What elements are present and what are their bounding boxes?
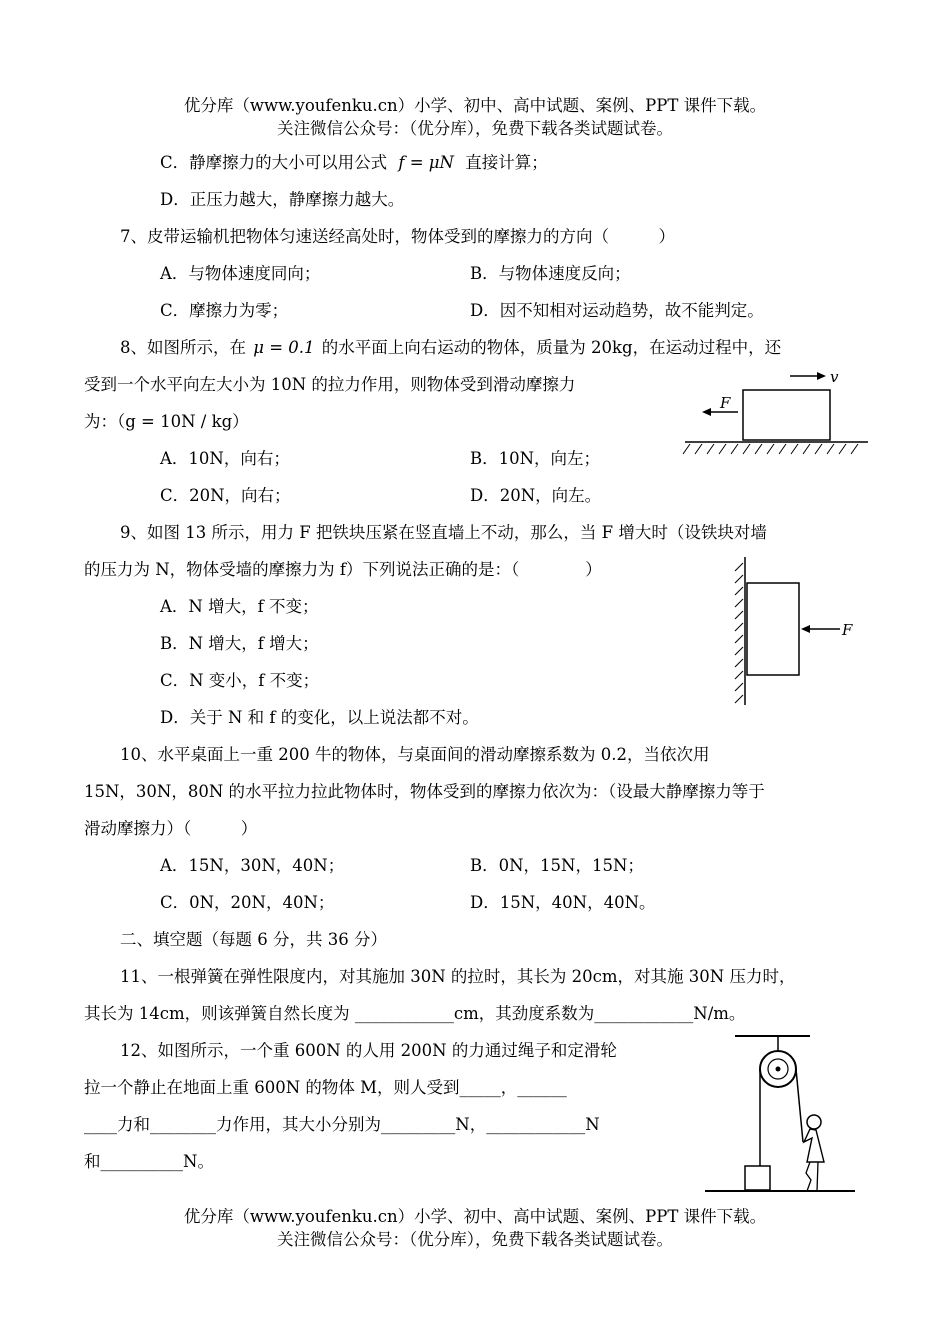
q10-stem-line-3: 滑动摩擦力）（ ）: [84, 819, 258, 838]
block: [743, 390, 830, 440]
q10-stem-line-1: 10、水平桌面上一重 200 牛的物体，与桌面间的滑动摩擦系数为 0.2，当依次用: [120, 745, 710, 764]
section-title: 二、填空题（每题 6 分，共 36 分）: [120, 930, 387, 949]
q6-option-c-tail: 直接计算；: [465, 153, 548, 172]
header-line-2: 关注微信公众号：（优分库），免费下载各类试题试卷。: [277, 119, 673, 138]
q11-stem-line-1: 11、一根弹簧在弹性限度内，对其施加 30N 的拉时，其长为 20cm，对其施 30N 压力时，: [120, 967, 796, 986]
q6-option-d: D．正压力越大，静摩擦力越大。: [160, 190, 405, 209]
force-arrow-head: [702, 408, 711, 416]
q7-option-a: A．与物体速度同向；: [160, 264, 321, 283]
q12-stem-line-3: ____力和________力作用，其大小分别为_________N，____________N: [84, 1115, 600, 1134]
q6-option-c: [160, 152, 548, 174]
q8-stem-line-2: 受到一个水平向左大小为 10N 的拉力作用，则物体受到滑动摩擦力: [84, 375, 576, 394]
q9-stem-line-2: 的压力为 N，物体受墙的摩擦力为 f）下列说法正确的是：（ ）: [84, 560, 602, 579]
rope-right: [796, 1069, 803, 1142]
q12-stem-line-2: 拉一个静止在地面上重 600N 的物体 M，则人受到_____，______: [84, 1078, 567, 1097]
q8-option-d: D．20N，向左。: [470, 486, 602, 505]
person-leg-left: [806, 1162, 811, 1191]
q7-option-b: B．与物体速度反向；: [470, 264, 631, 283]
ground-hatching: [683, 444, 858, 454]
q9-option-a: A．N 增大，f 不变；: [160, 597, 319, 616]
q12-stem-line-1: 12、如图所示，一个重 600N 的人用 200N 的力通过绳子和定滑轮: [120, 1041, 617, 1060]
footer-line-1: 优分库（www.youfenku.cn）小学、初中、高中试题、案例、PPT 课件下载。: [183, 1207, 767, 1226]
iron-block: [747, 583, 799, 675]
q8-stem-text: 8、如图所示，在: [120, 338, 246, 357]
wall-hatching: [735, 563, 743, 703]
q9-stem-line-1: 9、如图 13 所示，用力 F 把铁块压紧在竖直墙上不动，那么，当 F 增大时（设铁块对墙: [120, 523, 767, 542]
person-leg-right: [817, 1162, 818, 1191]
q8-stem-line-1: [120, 337, 781, 359]
q6-option-c-text: C．静摩擦力的大小可以用公式: [160, 153, 388, 172]
q8-option-c: C．20N，向右；: [160, 486, 291, 505]
q11-stem-line-2: 其长为 14cm，则该弹簧自然长度为 ____________cm，其劲度系数为____________N/m。: [84, 1004, 746, 1023]
velocity-arrow-head: [817, 372, 826, 380]
push-force-arrow-head: [801, 625, 810, 633]
person-body: [804, 1129, 824, 1162]
pulley-axle: [776, 1067, 781, 1072]
q10-option-b: B．0N，15N，15N；: [470, 856, 644, 875]
q8-stem-tail: 的水平面上向右运动的物体，质量为 20kg，在运动过程中，还: [321, 338, 782, 357]
push-force-label: F: [842, 621, 853, 639]
q10-stem-line-2: 15N，30N，80N 的水平拉力拉此物体时，物体受到的摩擦力依次为：（设最大静摩擦力等于: [84, 782, 765, 801]
box-m: [745, 1166, 770, 1190]
q7-option-d: D．因不知相对运动趋势，故不能判定。: [470, 301, 764, 320]
q10-option-a: A．15N，30N，40N；: [160, 856, 345, 875]
footer-line-2: 关注微信公众号：（优分库），免费下载各类试题试卷。: [277, 1230, 673, 1249]
velocity-label: v: [830, 368, 839, 386]
q8-option-b: B．10N，向左；: [470, 449, 601, 468]
q9-option-c: C．N 变小，f 不变；: [160, 671, 320, 690]
q12-figure: [700, 1030, 860, 1196]
q10-option-c: C．0N，20N，40N；: [160, 893, 335, 912]
q9-figure: [728, 555, 868, 710]
q6-option-c-formula: f = μN: [398, 153, 454, 172]
q8-figure: [680, 368, 870, 460]
q7-stem: 7、皮带运输机把物体匀速送经高处时，物体受到的摩擦力的方向（ ）: [120, 227, 675, 246]
q9-option-b: B．N 增大，f 增大；: [160, 634, 319, 653]
q7-option-c: C．摩擦力为零；: [160, 301, 289, 320]
q8-mu-formula: μ = 0.1: [253, 338, 315, 357]
q8-stem-line-3: 为：（g = 10N / kg）: [84, 412, 249, 431]
q12-stem-line-4: 和__________N。: [84, 1152, 214, 1171]
person-head: [807, 1115, 821, 1129]
q9-option-d: D．关于 N 和 f 的变化，以上说法都不对。: [160, 708, 479, 727]
header-line-1: 优分库（www.youfenku.cn）小学、初中、高中试题、案例、PPT 课件下载。: [183, 96, 767, 115]
q8-option-a: A．10N，向右；: [160, 449, 290, 468]
force-label: F: [720, 394, 731, 412]
q10-option-d: D．15N，40N，40N。: [470, 893, 656, 912]
